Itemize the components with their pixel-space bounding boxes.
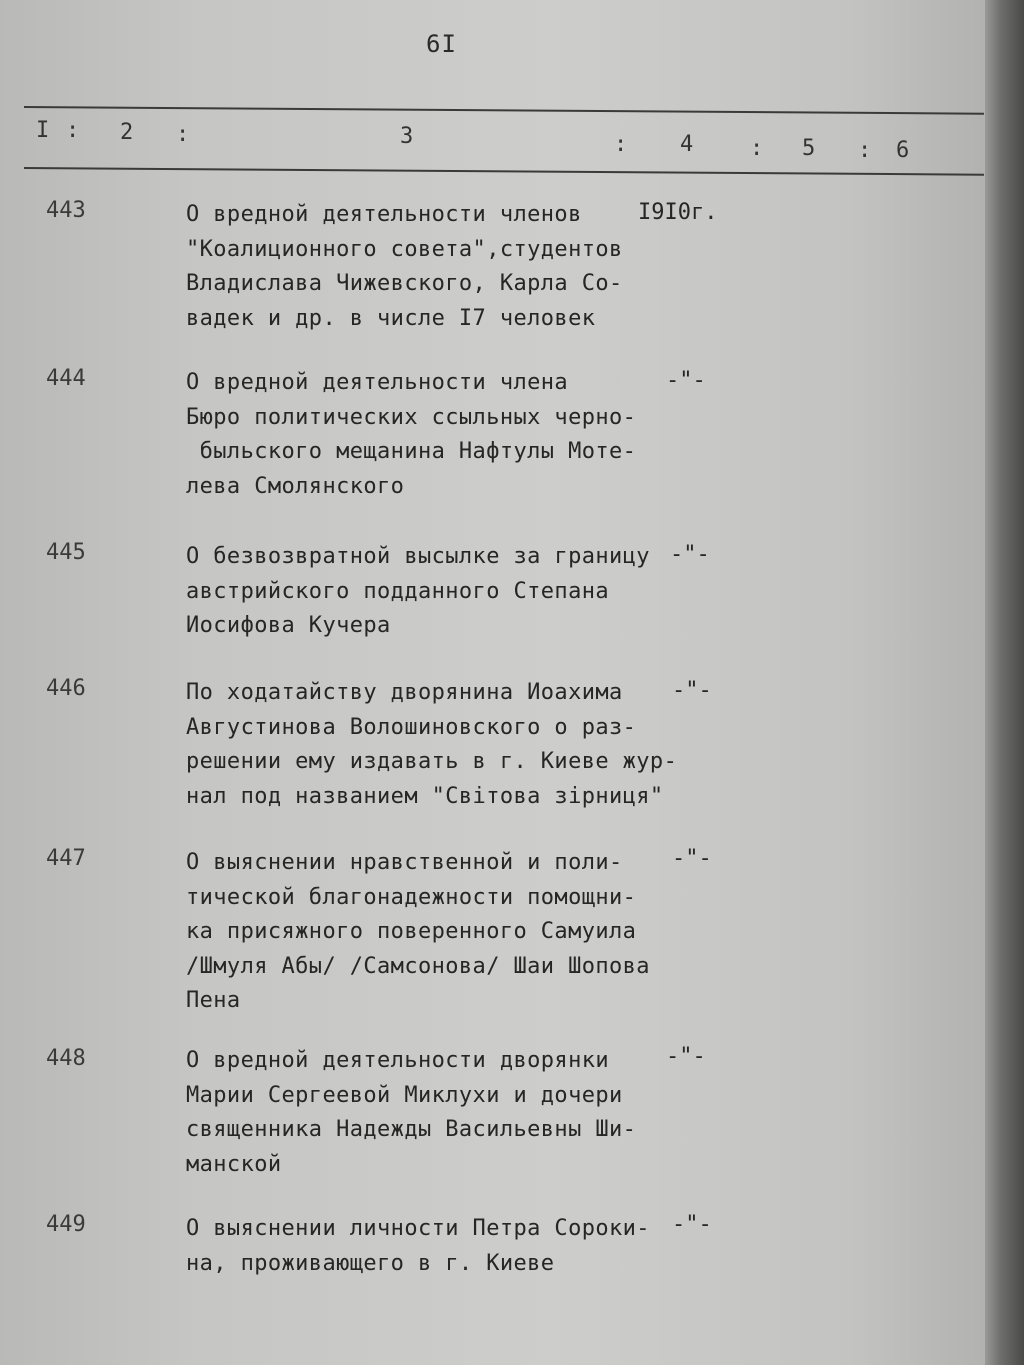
- text-line: нал под названием "Світова зірниця": [186, 783, 664, 809]
- text-line: быльского мещанина Нафтулы Моте-: [186, 439, 637, 464]
- text-line: вадек и др. в числе I7 человек: [186, 305, 596, 331]
- row-date: -"-: [672, 678, 712, 703]
- row-description: [186, 540, 706, 644]
- text-line: ка присяжного поверенного Самуила: [186, 919, 637, 944]
- text-line: О вредной деятельности дворянки: [186, 1048, 609, 1073]
- column-header-4: 4: [680, 132, 694, 157]
- text-line: решении ему издавать в г. Киеве жур-: [186, 749, 678, 774]
- row-description: [186, 676, 706, 814]
- text-line: Марии Сергеевой Миклухи и дочери: [186, 1082, 623, 1108]
- row-date: -"-: [666, 1044, 706, 1069]
- row-number: 446: [46, 676, 86, 701]
- row-description: [186, 198, 706, 336]
- row-number: 445: [46, 540, 86, 565]
- text-line: По ходатайству дворянина Иоахима: [186, 680, 623, 705]
- text-line: "Коалиционного совета",студентов: [186, 236, 623, 262]
- column-header-3: 3: [400, 124, 414, 149]
- row-description: [186, 1212, 706, 1281]
- text-line: О выяснении нравственной и поли-: [186, 850, 623, 875]
- column-separator: :: [858, 138, 872, 163]
- row-number: 448: [46, 1046, 86, 1071]
- text-line: тической благонадежности помощни-: [186, 884, 637, 910]
- text-line: священника Надежды Васильевны Ши-: [186, 1117, 637, 1142]
- column-separator: :: [176, 122, 190, 147]
- text-line: манской: [186, 1151, 282, 1177]
- row-number: 449: [46, 1212, 86, 1237]
- row-date: -"-: [670, 542, 710, 567]
- row-number: 447: [46, 846, 86, 871]
- text-line: О вредной деятельности членов: [186, 202, 582, 227]
- row-date: -"-: [672, 1212, 712, 1237]
- text-line: на, проживающего в г. Киеве: [186, 1250, 555, 1276]
- row-number: 444: [46, 366, 86, 391]
- text-line: Августинова Волошиновского о раз-: [186, 714, 637, 740]
- row-description: [186, 846, 706, 1019]
- row-description: [186, 1044, 706, 1182]
- header-bottom-rule: [24, 167, 984, 176]
- column-header-5: 5: [802, 136, 816, 161]
- header-top-rule: [24, 106, 984, 115]
- text-line: О вредной деятельности члена: [186, 370, 569, 395]
- column-separator: :: [750, 136, 764, 161]
- column-separator: :: [614, 132, 628, 157]
- row-date: I9I0г.: [638, 200, 718, 225]
- row-date: -"-: [666, 368, 706, 393]
- column-header-1: I: [36, 118, 50, 143]
- row-number: 443: [46, 198, 86, 223]
- page-shadow-edge: [985, 0, 1024, 1365]
- column-separator: :: [66, 118, 80, 143]
- text-line: Иосифова Кучера: [186, 613, 391, 638]
- text-line: Пена: [186, 988, 241, 1013]
- text-line: Бюро политических ссыльных черно-: [186, 404, 637, 430]
- text-line: /Шмуля Абы/ /Самсонова/ Шаи Шопова: [186, 953, 650, 979]
- text-line: Владислава Чижевского, Карла Со-: [186, 271, 623, 296]
- text-line: О выяснении личности Петра Сороки-: [186, 1216, 650, 1241]
- row-description: [186, 366, 706, 504]
- text-line: австрийского подданного Степана: [186, 578, 609, 604]
- row-date: -"-: [672, 846, 712, 871]
- page-number: 6I: [426, 30, 457, 58]
- column-header-6: 6: [896, 138, 910, 163]
- text-line: лева Смолянского: [186, 473, 405, 499]
- text-line: О безвозвратной высылке за границу: [186, 544, 650, 569]
- column-header-2: 2: [120, 120, 134, 145]
